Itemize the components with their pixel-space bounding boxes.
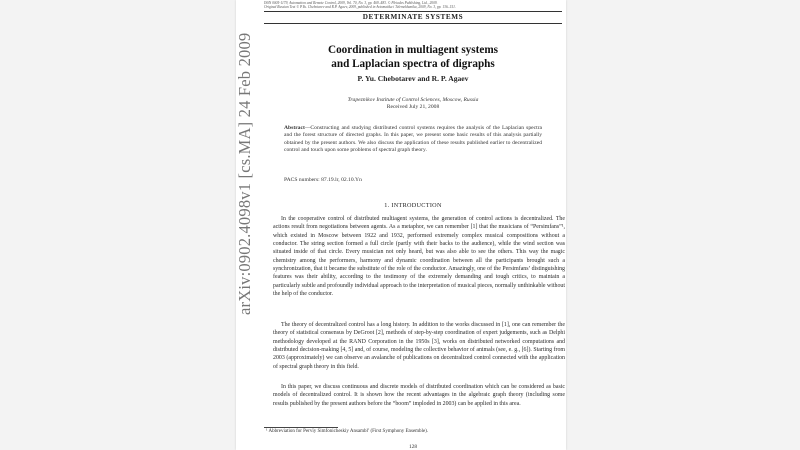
received-date: Received July 21, 2008 — [386, 104, 440, 110]
abstract — [284, 125, 542, 155]
footnote: ¹ Abbreviation for Pervïy Simfonicheskiy Ansambl’ (First Symphony Ensemble). — [266, 429, 429, 434]
paragraph-1 — [273, 215, 565, 298]
abstract-label: Abstract — [284, 125, 305, 131]
title-line-1: Coordination in multiagent systems — [328, 44, 498, 56]
title-line-2: and Laplacian spectra of digraphs — [331, 58, 495, 70]
paragraph-3-text: In this paper, we discuss continuous and discrete models of distributed coordination which can be considered as basic models of decentralized control. It is shown how the recent advantages in the algebraic graph theory (including some results published by the present authors before the “boom” imploded in 2003) can be applied in this area. — [273, 384, 565, 407]
arxiv-stamp-text: arXiv:0902.4098v1 [cs.MA] 24 Feb 2009 — [235, 32, 254, 315]
paper-title — [264, 43, 562, 71]
viewer-background-left — [0, 0, 236, 450]
journal-header — [264, 1, 564, 9]
page-number: 128 — [408, 444, 418, 450]
viewer-background-right — [566, 0, 800, 450]
header-rule-bottom — [264, 23, 562, 24]
footnote-rule — [264, 427, 338, 428]
abstract-text: —Constructing and studying distributed control systems requires the analysis of the Laplacian spectra and the forest structure of directed graphs. In this paper, we present some basic results of this analysis partially obtained by the present authors. We also discuss the application of these results published earlier to decentralized control and touch upon some problems of spectral graph theory. — [284, 125, 542, 154]
header-rule-top — [264, 11, 562, 12]
paragraph-1-text: In the cooperative control of distributed multiagent systems, the generation of control actions is decentralized. The actions result from negotiations between agents. As a metaphor, we can remember [1] that the musicians of “Persimfans”¹, which existed in Moscow between 1922 and 1932, performed extremely complex musical compositions without a conductor. The string section formed a full circle (partly with their backs to the audience), while the wind section was situated inside of that circle. Every musician not only heard, but was also able to see the others. This way the magic chemistry among the performers, harmony and dynamic coordination between all the participants brought such a synchronization, that it became the substitute of the role of the conductor. Amazingly, one of the Persimfans’ distinguishing features was their ability, according to the testimony of the extremely demanding and tough critics, to maintain a particularly subtle and profoundly individual approach to the interpretation of musical pieces, normally unthinkable without the help of the conductor. — [273, 216, 566, 298]
paper-page — [236, 0, 566, 450]
paper-authors: P. Yu. Chebotarev and R. P. Agaev — [357, 74, 469, 83]
paragraph-2-text: The theory of decentralized control has a long history. In addition to the works discussed in [1], one can remember the theory of statistical consensus by DeGroot [2], methods of step-by-step coordination of expert judgements, such as Delphi methodology developed at the RAND Corporation in the 1950s [3], works on distributed networked computations and distributed decision-making [4, 5] and, of course, modeling the collective behavior of animals (see, e. g., [6]). Starting from 2003 (approximately) we can observe an avalanche of publications on decentralized control connected with the application of spectral graph theory in this field. — [273, 322, 565, 370]
pacs-numbers: PACS numbers: 87.19.lr, 02.10.Yn — [284, 177, 362, 183]
paragraph-2 — [273, 321, 565, 371]
introduction-heading: 1. INTRODUCTION — [384, 202, 442, 209]
section-heading: DETERMINATE SYSTEMS — [362, 13, 464, 21]
paragraph-3 — [273, 383, 565, 408]
journal-line-1: ISSN 0005-1179, Automation and Remote Control, 2009, Vol. 70, No. 3, pp. 469–483. © Pleiades Publishing, Ltd., 2009. — [264, 1, 438, 5]
affiliation: Trapeznikov Institute of Control Sciences, Moscow, Russia — [347, 97, 479, 103]
journal-line-2: Original Russian Text © P.Yu. Chebotarev and R.P. Agaev, 2009, published in Avtomatika i Telemekhanika, 2009, No. 3, pp. 136–151. — [264, 5, 456, 10]
